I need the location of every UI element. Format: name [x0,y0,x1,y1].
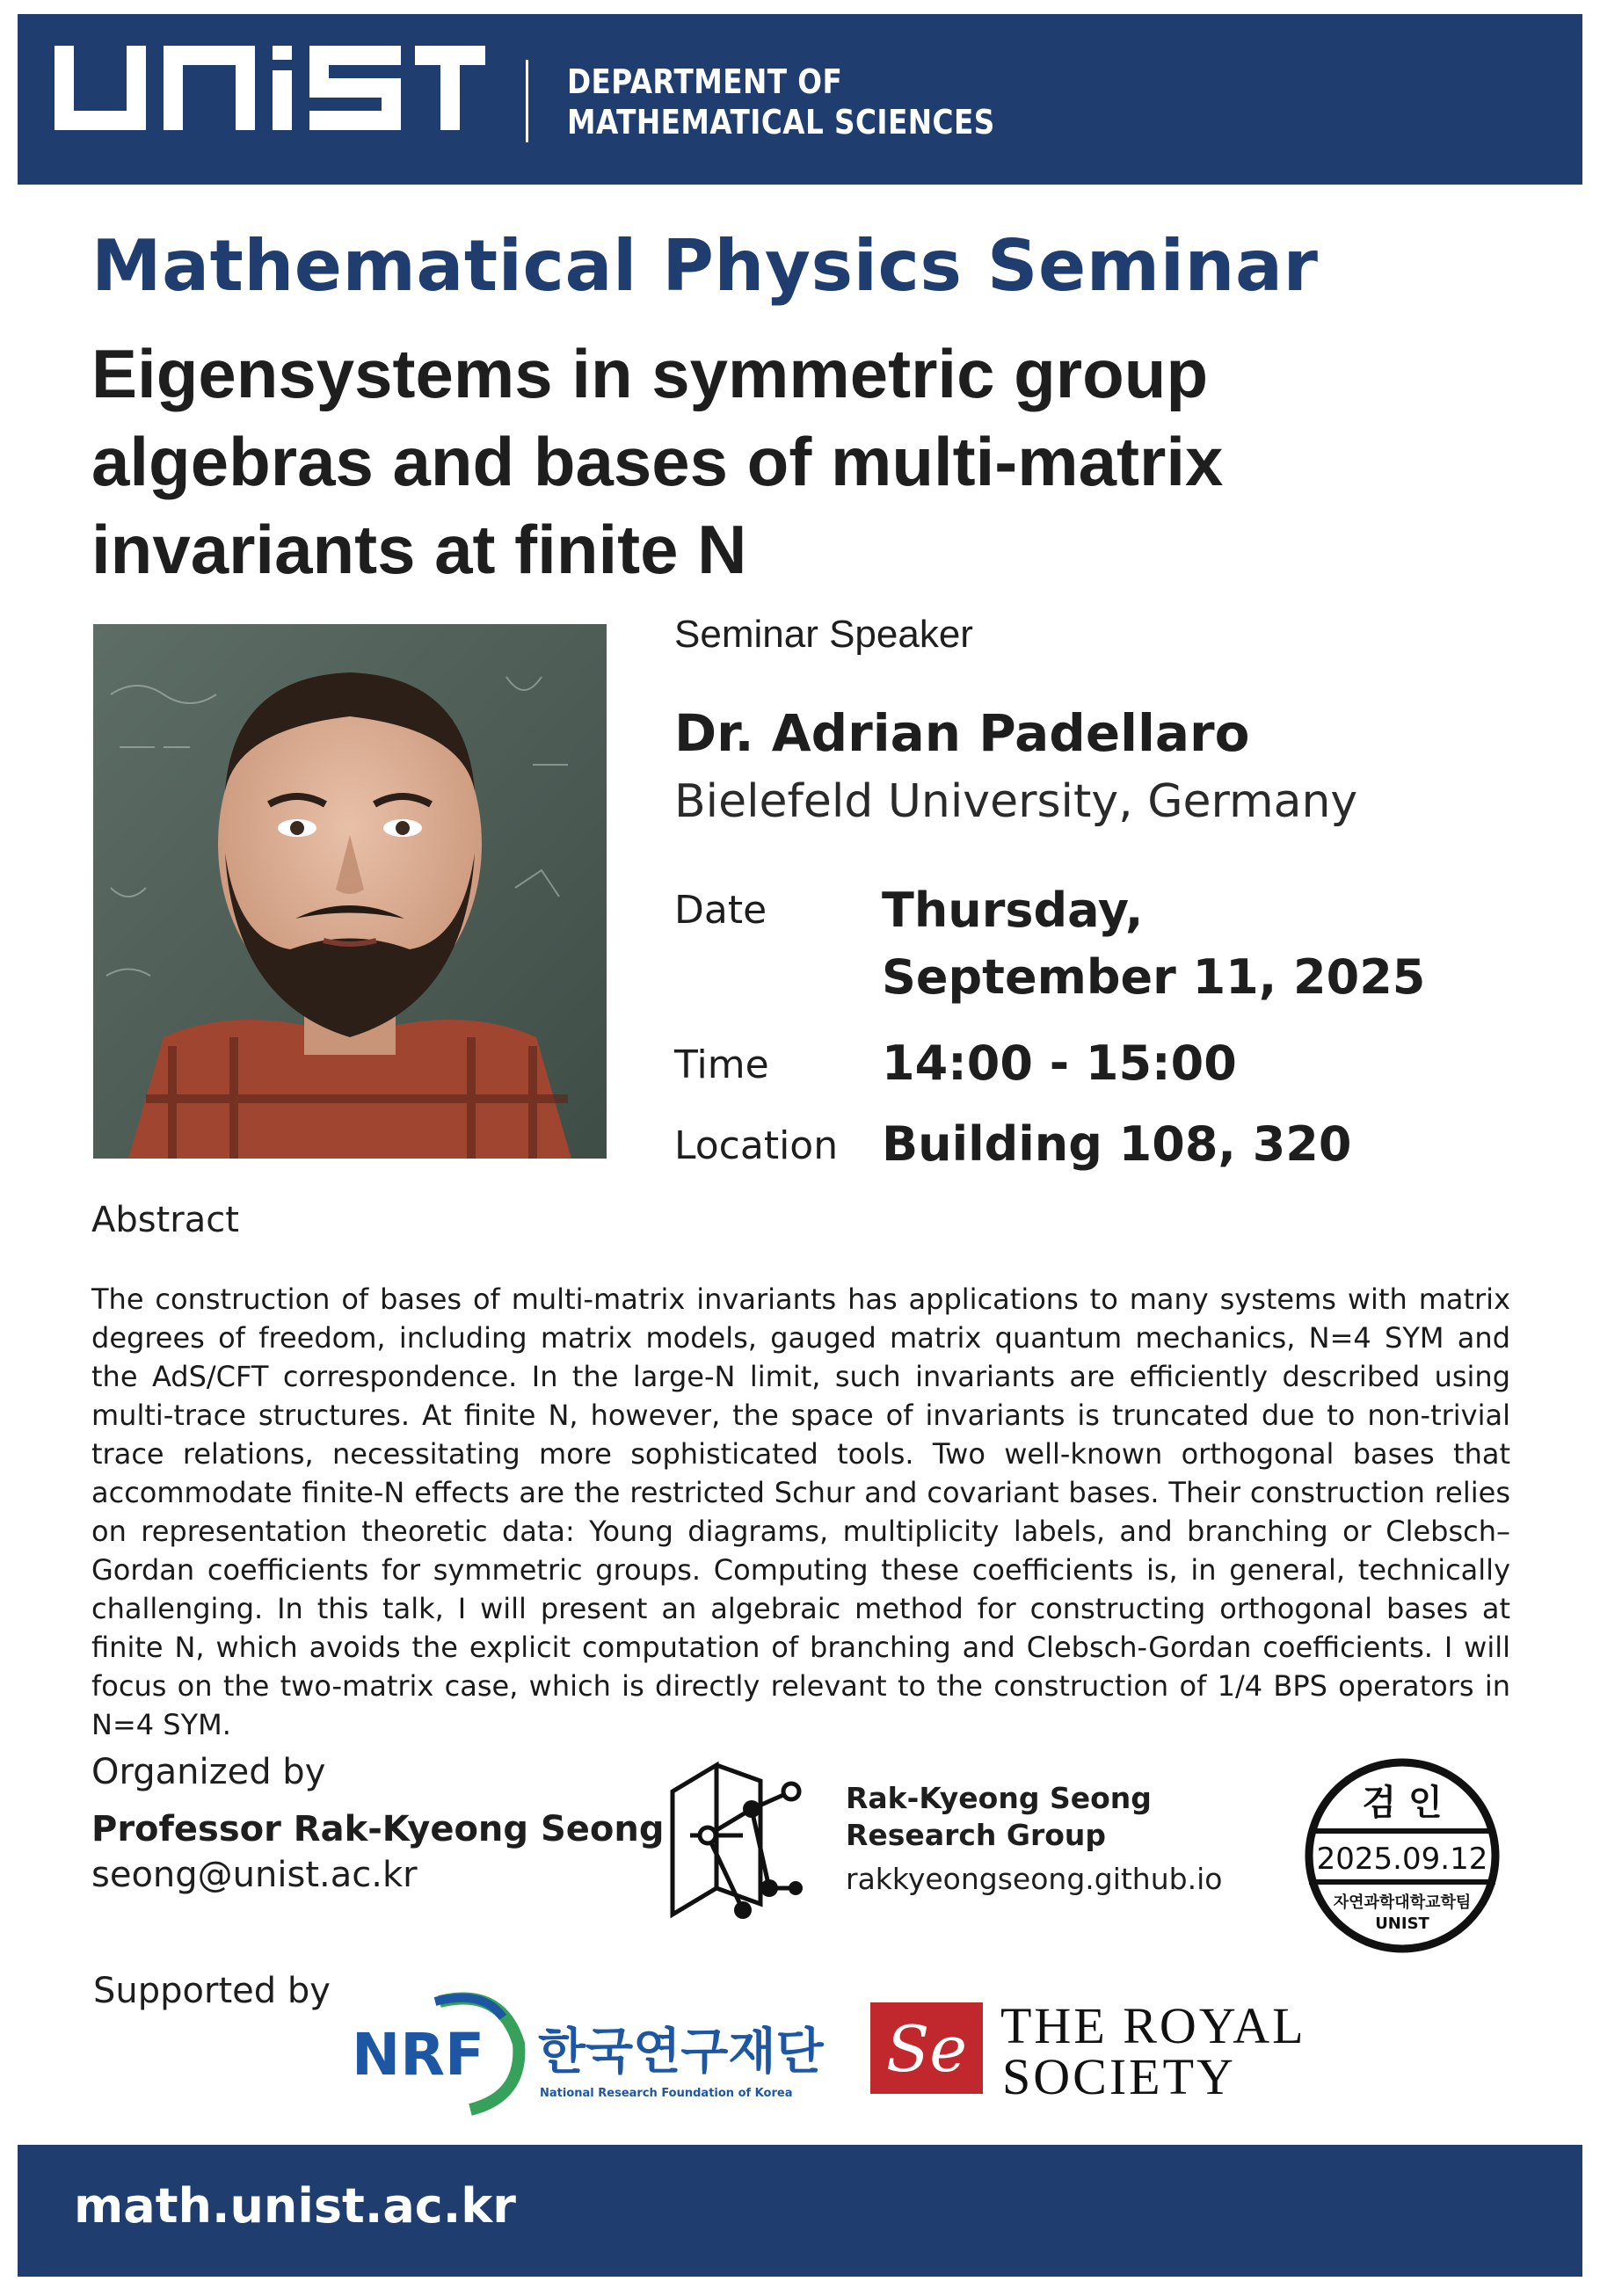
speaker-name: Dr. Adrian Padellaro [674,703,1250,763]
research-group-url[interactable]: rakkyeongseong.github.io [846,1862,1223,1896]
abstract-text: The construction of bases of multi-matrix invariants has applications to many systems with matrix degrees of freedom, including matrix models, gauged matrix quantum mechanics, N=4 SYM and the AdS/CFT correspondence. In the large-N limit, such invariants are efficiently described using multi-trace structures. At finite N, however, the space of invariants is truncated due to non-trivial trace relations, necessitating more sophisticated tools. Two well-known orthogonal bases that accommodate finite-N effects are the restricted Schur and covariant bases. Their construction relies on representation theoretic data: Young diagrams, multiplicity labels, and branching or Clebsch–Gordan coefficients for symmetric groups. Computing these coefficients is, in general, technically challenging. In this talk, I will present an algebraic method for constructing orthogonal bases at finite N, which avoids the explicit computation of branching and Clebsch-Gordan coefficients. I will focus on the two-matrix case, which is directly relevant to the construction of 1/4 BPS operators in N=4 SYM. [91,1282,1510,1741]
nrf-korean-name: 한국연구재단 [538,2024,824,2081]
date-label: Date [674,888,767,933]
research-group-name-line-1: Rak-Kyeong Seong [846,1781,1152,1815]
supported-by-label: Supported by [93,1971,331,2011]
research-group-name-line-2: Research Group [846,1818,1107,1852]
stamp-unist: UNIST [1375,1915,1429,1933]
department-name [567,62,995,142]
royal-society-logo [870,1995,1310,2105]
talk-title: Eigensystems in symmetric group algebras and bases of multi-matrix invariants at finite N [91,335,1224,588]
location-label: Location [674,1123,839,1168]
time-label: Time [674,1043,769,1087]
logo-divider [526,60,528,142]
time-value: 14:00 - 15:00 [882,1035,1237,1091]
organizer-email[interactable]: seong@unist.ac.kr [91,1855,418,1895]
royal-society-line-2: SOCIETY [1002,2048,1236,2105]
unist-logo [55,46,485,130]
research-group-logo-icon [664,1756,804,1927]
stamp-date: 2025.09.12 [1316,1842,1488,1877]
date-weekday: Thursday, [882,883,1144,938]
date-full: September 11, 2025 [882,949,1426,1005]
department-line-1: DEPARTMENT OF [567,62,843,101]
organizer-label: Organized by [91,1752,326,1792]
research-group-name [846,1780,1152,1854]
nrf-english-name: National Research Foundation of Korea [540,2087,793,2100]
stamp-top-text: 검 인 [1362,1783,1443,1823]
nrf-abbrev: NRF [352,2021,485,2089]
location-value: Building 108, 320 [882,1116,1352,1172]
speaker-label: Seminar Speaker [674,613,973,656]
nrf-logo [352,1982,824,2114]
stamp-office: 자연과학대학교학팀 [1333,1893,1472,1912]
royal-society-line-1: THE ROYAL [1000,1997,1306,2054]
abstract-heading: Abstract [91,1200,239,1240]
date-value [882,877,1425,1011]
svg-text:Se: Se [886,2012,967,2086]
footer-website-link[interactable]: math.unist.ac.kr [74,2178,516,2234]
speaker-photo [93,624,607,1159]
organizer-name: Professor Rak-Kyeong Seong [91,1809,665,1849]
department-line-2: MATHEMATICAL SCIENCES [567,103,995,142]
approval-stamp [1303,1756,1502,1955]
seminar-series-title: Mathematical Physics Seminar [91,225,1319,307]
speaker-affiliation: Bielefeld University, Germany [674,775,1358,828]
